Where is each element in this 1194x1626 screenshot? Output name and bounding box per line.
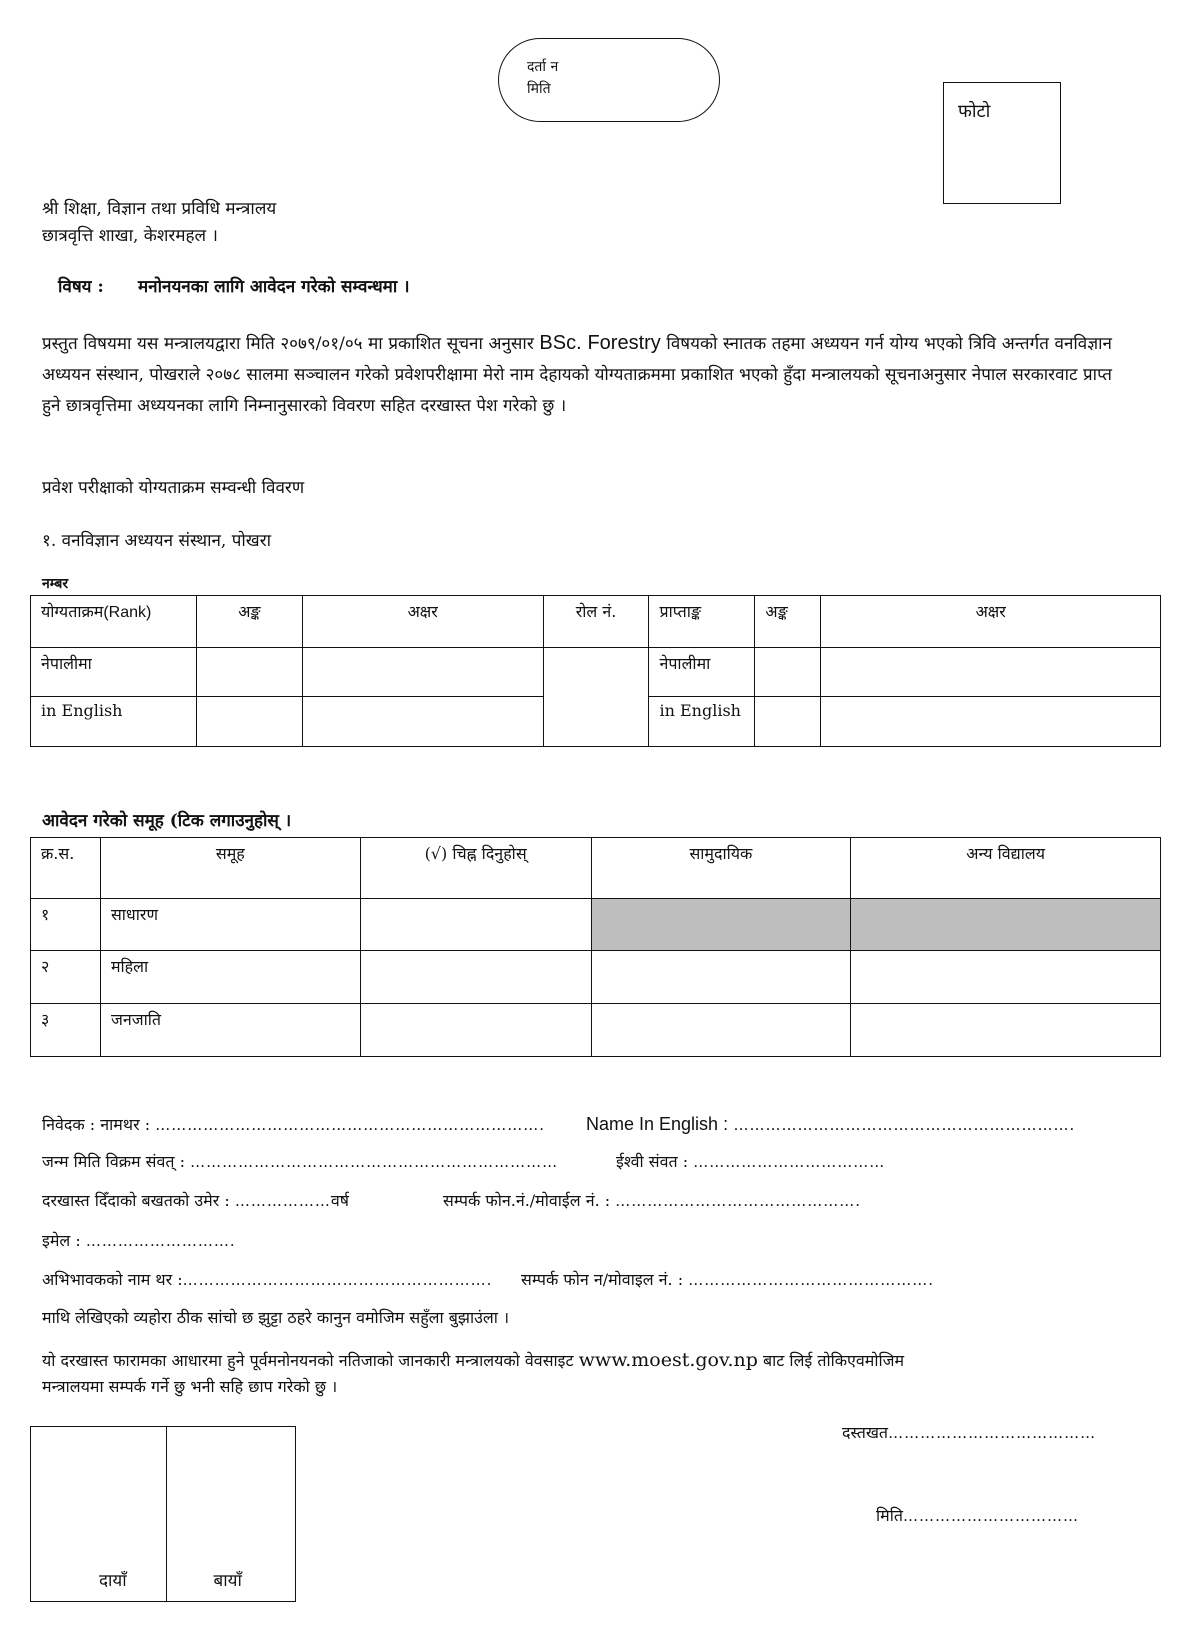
phone-field[interactable]: ………………………………………. [615, 1192, 862, 1210]
rank-digits-nepali-cell[interactable] [196, 648, 302, 697]
other-school-header: अन्य विद्यालय [851, 838, 1161, 899]
photo-box [943, 82, 1061, 204]
roll-number-cell[interactable] [543, 648, 649, 747]
declaration-text: माथि लेखिएको व्यहोरा ठीक सांचो छ झुट्टा ठहरे कानुन वमोजिम सहुँला बुझाउंला । [42, 1308, 510, 1327]
phone-row [443, 1190, 861, 1212]
addressee-line-2: छात्रवृत्ति शाखा, केशरमहल । [42, 226, 218, 246]
marks-digits-nepali-cell[interactable] [755, 648, 821, 697]
serial-cell: १ [31, 899, 101, 951]
guardian-phone-field[interactable]: ………………………………………. [688, 1271, 934, 1289]
body-paragraph [42, 328, 1112, 422]
community-school-cell[interactable] [591, 951, 851, 1004]
group-table [30, 837, 1161, 1057]
marks-label-english: in English [649, 697, 755, 747]
guardian-field[interactable]: …………………………………………………. [182, 1271, 493, 1289]
subject-label: विषय : [58, 277, 104, 297]
marks-words-header: अक्षर [821, 596, 1161, 648]
community-school-cell[interactable] [591, 1004, 851, 1057]
age-row [42, 1190, 349, 1212]
addressee-line-1: श्री शिक्षा, विज्ञान तथा प्रविधि मन्त्रालय [42, 199, 277, 219]
right-thumb-label: दायाँ [99, 1571, 127, 1591]
english-name-field[interactable]: ………………………………………………………. [733, 1116, 1076, 1134]
age-unit: वर्ष [330, 1191, 349, 1210]
rank-table-caption: नम्बर [42, 576, 69, 592]
other-school-cell[interactable] [851, 1004, 1161, 1057]
rank-words-nepali-cell[interactable] [302, 648, 543, 697]
signature-label: दस्तखत [842, 1423, 889, 1442]
roll-number-header: रोल नं. [543, 596, 649, 648]
left-thumb-label: बायाँ [213, 1571, 242, 1591]
other-school-cell[interactable] [851, 951, 1161, 1004]
registration-box [498, 38, 720, 122]
tick-cell[interactable] [360, 1004, 591, 1057]
row-label-english: in English [31, 697, 197, 747]
guardian-row [42, 1269, 492, 1291]
signature-field[interactable]: ………………………………… [888, 1424, 1097, 1442]
marks-digits-header: अङ्क [755, 596, 821, 648]
merit-heading: प्रवेश परीक्षाको योग्यताक्रम सम्वन्धी विवरण [42, 478, 305, 498]
signature-date-field[interactable]: …………………………… [902, 1507, 1079, 1525]
group-cell: साधारण [100, 899, 360, 951]
rank-words-english-cell[interactable] [302, 697, 543, 747]
email-field[interactable]: ………………………. [85, 1232, 236, 1250]
institute-name: १. वनविज्ञान अध्ययन संस्थान, पोखरा [42, 531, 272, 551]
group-header: समूह [100, 838, 360, 899]
phone-label: सम्पर्क फोन.नं./मोवाईल नं. : [443, 1191, 611, 1210]
dob-bs-field[interactable]: …………………………………………………………… [190, 1153, 559, 1171]
serial-header: क्र.स. [31, 838, 101, 899]
notice-text-b: बाट लिई तोकिएवमोजिम [757, 1351, 905, 1370]
rank-table [30, 595, 1161, 747]
other-school-cell [851, 899, 1161, 951]
age-field[interactable]: ……………… [234, 1192, 331, 1210]
signature-row [842, 1422, 1096, 1444]
tick-cell[interactable] [360, 899, 591, 951]
body-part-2: विषयको स्नातक तहमा अध्ययन गर्न योग्य भएको त्रिवि अन्तर्गत वनविज्ञान अध्ययन संस्थान, पोखराले २०७८ सालमा सञ्चालन गरेको प्रवेशपरीक्षामा मेरो नाम देहायको योग्यताक्रममा प्रकाशित भएको हुँदा मन्त्रालयको सूचनाअनुसार नेपाल सरकारवाट प्राप्त हुने छात्रवृत्तिमा अध्ययनका लागि निम्नानुसारको विवरण सहित दरखास्त पेश गरेको छु । [42, 334, 1112, 416]
signature-date-row [876, 1505, 1079, 1527]
website-link[interactable]: www.moest.gov.np [578, 1349, 758, 1371]
registration-number-label: दर्ता न [527, 59, 559, 75]
dob-bs-row [42, 1151, 558, 1173]
marks-words-english-cell[interactable] [821, 697, 1161, 747]
group-cell: जनजाति [100, 1004, 360, 1057]
rank-words-header: अक्षर [302, 596, 543, 648]
rank-digits-english-cell[interactable] [196, 697, 302, 747]
guardian-phone-label: सम्पर्क फोन न/मोवाइल नं. : [521, 1270, 684, 1289]
applicant-name-row [42, 1114, 545, 1136]
course-name: BSc. Forestry [539, 332, 661, 354]
tick-header: (√) चिह्न दिनुहोस् [360, 838, 591, 899]
row-label-nepali: नेपालीमा [31, 648, 197, 697]
name-field[interactable]: ………………………………………………………………. [155, 1116, 545, 1134]
serial-cell: ३ [31, 1004, 101, 1057]
name-label: निवेदक : नामथर : [42, 1115, 151, 1134]
registration-date-label: मिति [527, 81, 551, 97]
thumbprint-table [30, 1426, 296, 1602]
tick-cell[interactable] [360, 951, 591, 1004]
group-table-caption: आवेदन गरेको समूह (टिक लगाउनुहोस् । [42, 811, 292, 831]
marks-label-nepali: नेपालीमा [649, 648, 755, 697]
notice-line-2: मन्त्रालयमा सम्पर्क गर्ने छु भनी सहि छाप गरेको छु । [42, 1377, 338, 1396]
guardian-label: अभिभावकको नाम थर : [42, 1270, 183, 1289]
english-name-row [586, 1113, 1075, 1136]
subject-text: मनोनयनका लागि आवेदन गरेको सम्वन्धमा । [138, 277, 410, 297]
right-thumb-box [31, 1427, 167, 1602]
english-name-label: Name In English : [586, 1114, 729, 1134]
age-label: दरखास्त दिँदाको बखतको उमेर : [42, 1191, 230, 1210]
dob-ad-row [616, 1151, 885, 1173]
rank-digits-header: अङ्क [196, 596, 302, 648]
marks-header: प्राप्ताङ्क [649, 596, 755, 648]
marks-words-nepali-cell[interactable] [821, 648, 1161, 697]
serial-cell: २ [31, 951, 101, 1004]
email-row [42, 1230, 236, 1252]
group-cell: महिला [100, 951, 360, 1004]
community-school-header: सामुदायिक [591, 838, 851, 899]
email-label: इमेल : [42, 1231, 81, 1250]
rank-header: योग्यताक्रम(Rank) [31, 596, 197, 648]
photo-label: फोटो [958, 101, 991, 122]
community-school-cell [591, 899, 851, 951]
left-thumb-box [167, 1427, 296, 1602]
signature-date-label: मिति [876, 1506, 903, 1525]
body-part-1: प्रस्तुत विषयमा यस मन्त्रालयद्वारा मिति २०७९/०१/०५ मा प्रकाशित सूचना अनुसार [42, 334, 540, 354]
marks-digits-english-cell[interactable] [755, 697, 821, 747]
notice-line-1 [42, 1349, 904, 1372]
dob-ad-label: ईश्वी संवत : [616, 1152, 689, 1171]
dob-bs-label: जन्म मिति विक्रम संवत् : [42, 1152, 185, 1171]
dob-ad-field[interactable]: ……………………………… [693, 1153, 886, 1171]
notice-text-a: यो दरखास्त फारामका आधारमा हुने पूर्वमनोनयनको नतिजाको जानकारी मन्त्रालयको वेवसाइट [42, 1351, 579, 1370]
guardian-phone-row [521, 1269, 934, 1291]
